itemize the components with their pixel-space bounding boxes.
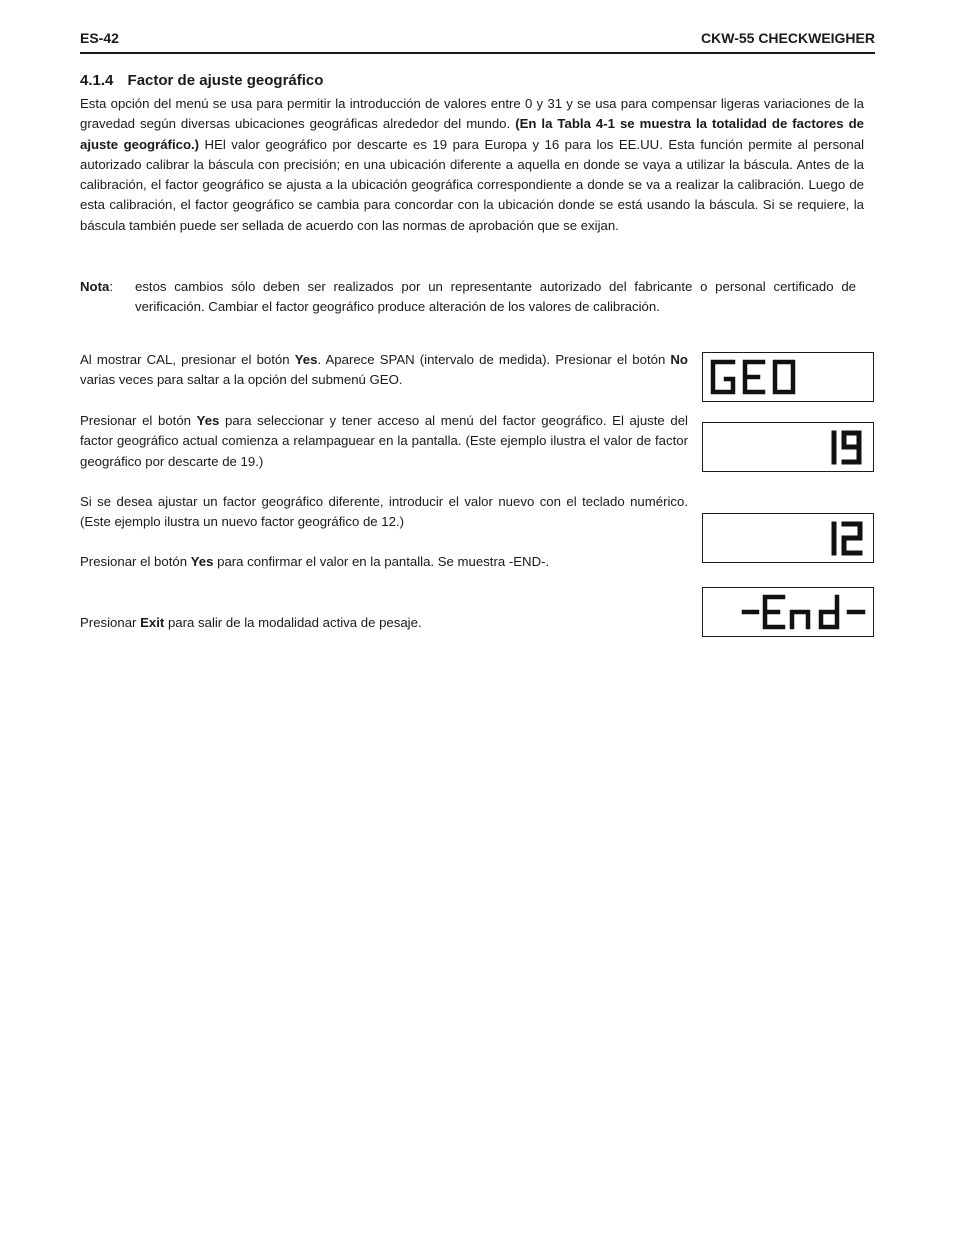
intro-table-reference: (En la Tabla 4-1 se muestra la totalidad de factores de ajuste geográfico.) — [80, 116, 864, 152]
lcd-segments-end — [703, 588, 873, 636]
step-3-text: Si se desea ajustar un factor geográfico diferente, introducir el valor nuevo con el teclado numérico. (Este ejemplo ilustra un nuevo factor geográfico de 12.) — [80, 494, 688, 530]
intro-text-2: HEl valor geográfico por descarte es 19 para Europa y 16 para los EE.UU. Esta función permite al personal autorizado calibrar la báscula con precisión; en una ubicación diferente a aquella en donde se vaya a utilizar la báscula. Antes de la calibración, el factor geográfico se ajusta a la ubicación geográfica correspondiente a donde se va a realizar la calibración. Luego de esta calibración, el factor geográfico se cambia para concordar con la ubicación donde se está usando la báscula. Si se requiere, la báscula también puede ser sellada de acuerdo con las normas de aprobación que se exijan. — [80, 136, 864, 233]
step-1-text: Al mostrar CAL, presionar el botón Yes. Aparece SPAN (intervalo de medida). Presionar el botón No varias veces para saltar a la opción del submenú GEO. — [80, 352, 688, 388]
lcd-segments-19 — [703, 423, 873, 471]
header-rule — [80, 52, 875, 54]
yes-key-label: Yes — [196, 413, 220, 428]
intro-paragraph — [80, 94, 864, 236]
page-header — [80, 28, 875, 50]
lcd-display-geo — [702, 352, 874, 402]
yes-key-label: Yes — [190, 554, 214, 569]
no-key-label: No — [670, 352, 688, 367]
section-heading — [80, 72, 323, 89]
note-label: Nota: — [80, 279, 113, 294]
exit-key-label: Exit — [140, 615, 165, 630]
section-number: 4.1.4 — [80, 72, 114, 89]
document-title: CKW-55 CHECKWEIGHER — [701, 30, 875, 46]
lcd-display-12 — [702, 513, 874, 563]
note-text: estos cambios sólo deben ser realizados por un representante autorizado del fabricante o personal certificado de verificación. Cambiar el factor geográfico produce alteración de los valores de calibración. — [135, 279, 856, 315]
step-4-text: Presionar el botón Yes para confirmar el valor en la pantalla. Se muestra -END-. — [80, 554, 550, 569]
lcd-segments-12 — [703, 514, 873, 562]
note-block — [80, 277, 856, 318]
lcd-segments-geo — [703, 353, 873, 401]
page-number: ES-42 — [80, 30, 119, 46]
lcd-display-end — [702, 587, 874, 637]
intro-text-1: Esta opción del menú se usa para permitir la introducción de valores entre 0 y 31 y se usa para compensar ligeras variaciones de la gravedad según diversas ubicaciones geográficas alrededor del mundo. — [80, 96, 864, 132]
section-title: Factor de ajuste geográfico — [127, 72, 324, 89]
yes-key-label: Yes — [294, 352, 318, 367]
lcd-display-19 — [702, 422, 874, 472]
step-2-text: Presionar el botón Yes para seleccionar y tener acceso al menú del factor geográfico. El ajuste del factor geográfico actual comienza a relampaguear en la pantalla. (Este ejemplo ilustra el valor de factor geográfico por descarte de 19.) — [80, 413, 688, 469]
step-5-text: Presionar Exit para salir de la modalidad activa de pesaje. — [80, 615, 422, 630]
